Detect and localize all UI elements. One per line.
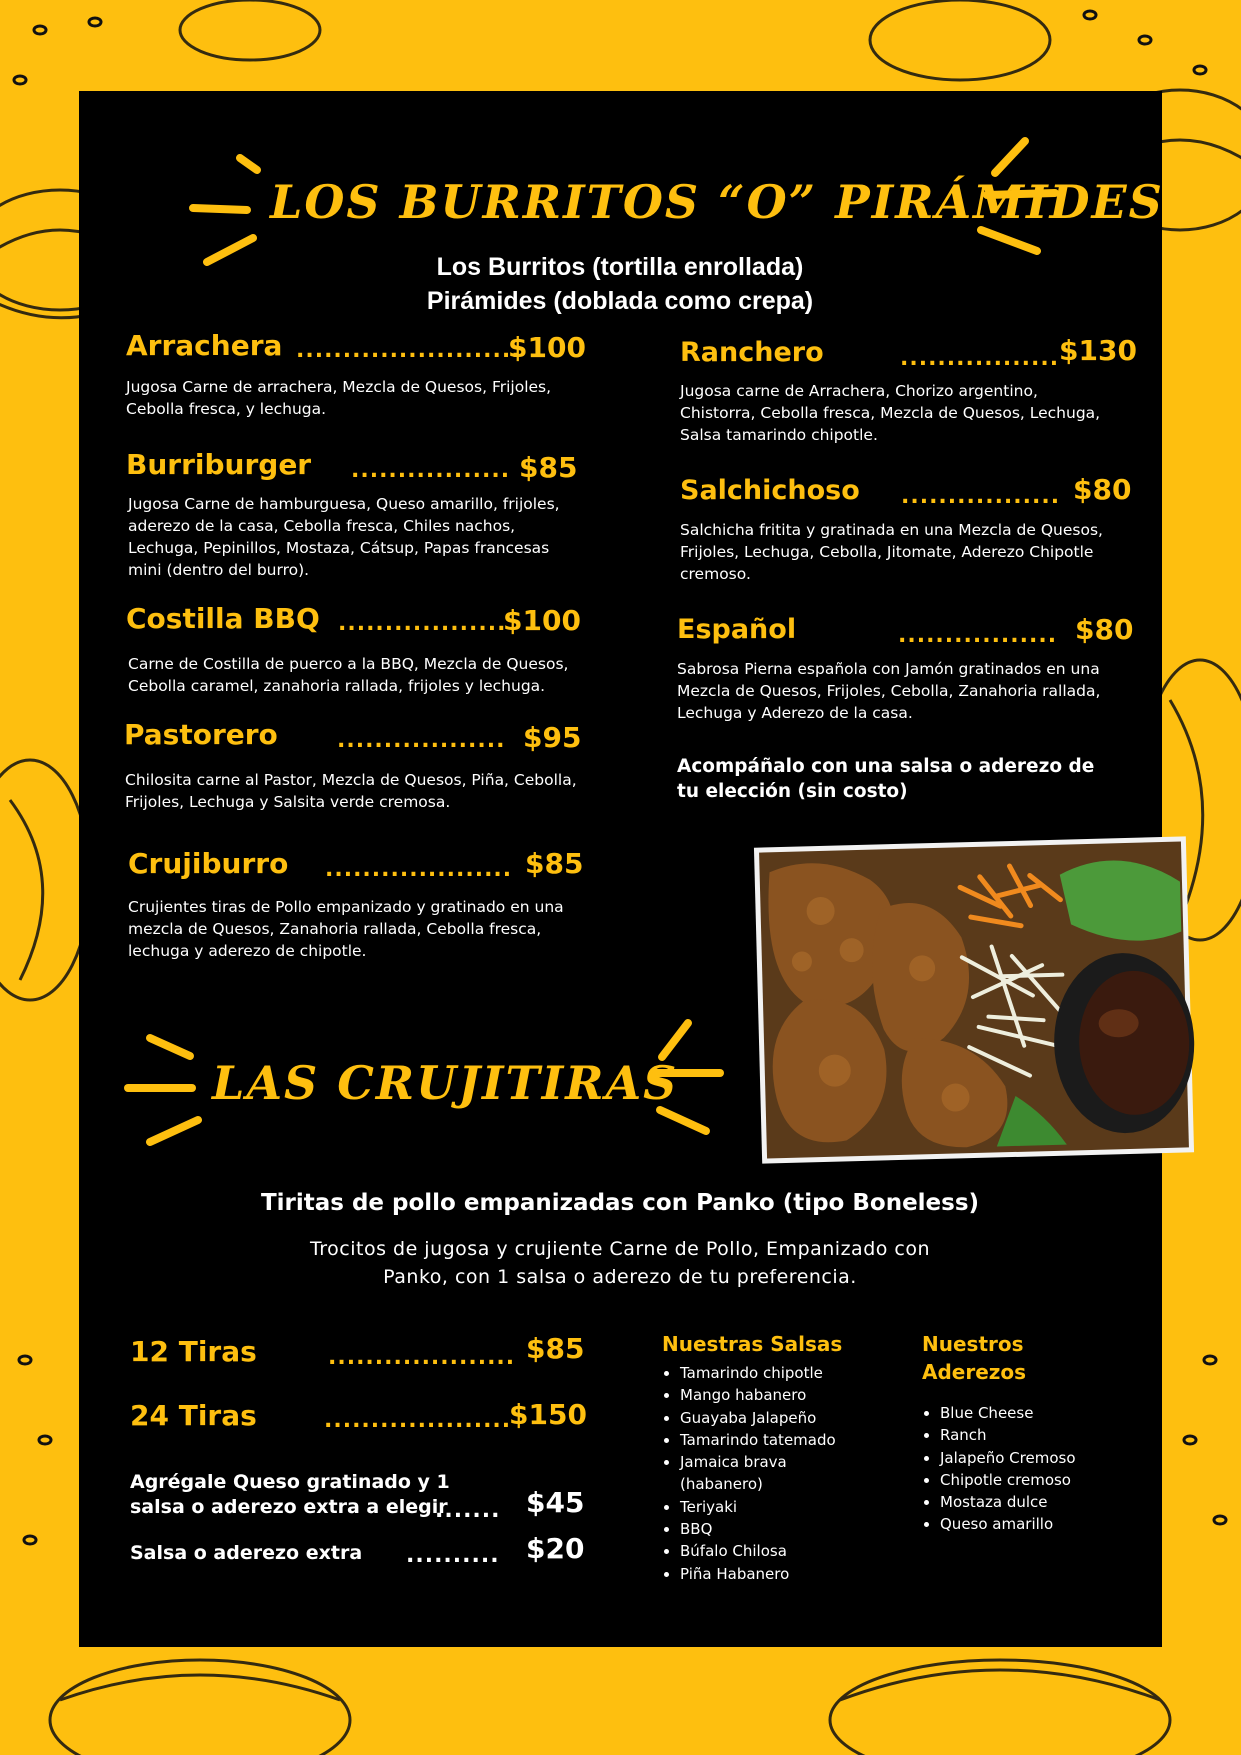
desc-crujiburro: Crujientes tiras de Pollo empanizado y gratinado en una mezcla de Quesos, Zanahoria rallada, Cebolla fresca, lechuga y aderezo de chipotle. xyxy=(128,898,564,960)
salsas-title: Nuestras Salsas xyxy=(662,1332,843,1356)
list-item: • Mango habanero xyxy=(680,1384,892,1406)
leader-dots: ........................ xyxy=(296,338,521,363)
side-note: Acompáñalo con una salsa o aderezo de tu elección (sin costo) xyxy=(677,756,1095,802)
price-salchichoso: $80 xyxy=(1073,473,1132,506)
leader-dots: .......... xyxy=(406,1543,500,1568)
fried-chicken-strips-photo xyxy=(754,836,1194,1163)
leader-dots: ................. xyxy=(898,623,1058,648)
leader-dots: .................... xyxy=(324,1408,512,1433)
list-item: • Teriyaki xyxy=(680,1496,892,1518)
crujitiras-intro: Trocitos de jugosa y crujiente Carne de Pollo, Empanizado con Panko, con 1 salsa o aderezo de tu preferencia. xyxy=(309,1238,931,1288)
list-item: • Guayaba Jalapeño xyxy=(680,1407,892,1429)
leader-dots: ................. xyxy=(900,346,1060,371)
desc-costilla-bbq: Carne de Costilla de puerco a la BBQ, Mezcla de Quesos, Cebolla caramel, zanahoria rallada, frijoles y lechuga. xyxy=(128,655,569,695)
burritos-title: LOS BURRITOS “O” PIRÁMIDES xyxy=(270,175,1164,229)
list-item: • Blue Cheese xyxy=(940,1402,1132,1424)
leader-dots: .................. xyxy=(338,611,507,636)
desc-burriburger: Jugosa Carne de hamburguesa, Queso amarillo, frijoles, aderezo de la casa, Cebolla fresca, Chiles nachos, Lechuga, Pepinillos, Mostaza, Cátsup, Papas francesas mini (dentro del burro). xyxy=(128,495,560,579)
leader-dots: ....... xyxy=(435,1498,501,1523)
price-arrachera: $100 xyxy=(508,331,586,364)
price-crujiburro: $85 xyxy=(525,847,584,880)
burritos-subtitle-1: Los Burritos (tortilla enrollada) xyxy=(436,253,804,281)
title-rays-right-icon xyxy=(650,1015,740,1135)
desc-ranchero: Jugosa carne de Arrachera, Chorizo argentino, Chistorra, Cebolla fresca, Mezcla de Quesos, Lechuga, Salsa tamarindo chipotle. xyxy=(680,382,1101,444)
title-rays-left-icon xyxy=(122,1030,212,1150)
option-name-24-tiras: 24 Tiras xyxy=(130,1399,257,1432)
item-name-ranchero: Ranchero xyxy=(680,337,824,368)
option-name-12-tiras: 12 Tiras xyxy=(130,1335,257,1368)
extra-salsa-label: Salsa o aderezo extra xyxy=(130,1542,363,1564)
desc-arrachera: Jugosa Carne de arrachera, Mezcla de Quesos, Frijoles, Cebolla fresca, y lechuga. xyxy=(126,378,552,418)
item-name-salchichoso: Salchichoso xyxy=(680,475,860,506)
desc-salchichoso: Salchicha fritita y gratinada en una Mezcla de Quesos, Frijoles, Lechuga, Cebolla, Jitomate, Aderezo Chipotle cremoso. xyxy=(680,521,1103,583)
list-item: • Ranch xyxy=(940,1424,1132,1446)
list-item: • Jamaica brava (habanero) xyxy=(680,1451,830,1496)
crujitiras-subtitle: Tiritas de pollo empanizadas con Panko (tipo Boneless) xyxy=(260,1190,980,1216)
item-name-arrachera: Arrachera xyxy=(126,329,283,362)
title-rays-left-icon xyxy=(185,150,265,270)
list-item: • Jalapeño Cremoso xyxy=(940,1447,1132,1469)
leader-dots: .................... xyxy=(328,1345,516,1370)
title-rays-right-icon xyxy=(975,135,1055,255)
item-name-crujiburro: Crujiburro xyxy=(128,847,289,880)
extra-queso-label: Agrégale Queso gratinado y 1 salsa o aderezo extra a elegir xyxy=(130,1471,450,1518)
price-costilla-bbq: $100 xyxy=(503,604,581,637)
crujitiras-title: LAS CRUJITIRAS xyxy=(212,1056,679,1110)
list-item: • Mostaza dulce xyxy=(940,1491,1132,1513)
burritos-subtitle-2: Pirámides (doblada como crepa) xyxy=(426,287,814,315)
item-name-espanol: Español xyxy=(677,614,797,645)
aderezos-title: Nuestros Aderezos xyxy=(922,1332,1027,1384)
price-extra-queso: $45 xyxy=(526,1486,585,1519)
aderezos-items xyxy=(922,1402,1132,1536)
price-extra-salsa: $20 xyxy=(526,1532,585,1565)
list-item: • Queso amarillo xyxy=(940,1513,1132,1535)
price-24-tiras: $150 xyxy=(509,1398,587,1431)
leader-dots: .................... xyxy=(325,857,513,882)
leader-dots: .................. xyxy=(337,728,506,753)
leader-dots: ................. xyxy=(351,458,511,483)
list-item: • BBQ xyxy=(680,1518,892,1540)
price-ranchero: $130 xyxy=(1059,334,1137,367)
salsas-list xyxy=(662,1330,892,1585)
price-burriburger: $85 xyxy=(519,451,578,484)
desc-pastorero: Chilosita carne al Pastor, Mezcla de Quesos, Piña, Cebolla, Frijoles, Lechuga y Salsita verde cremosa. xyxy=(125,771,577,811)
list-item: • Piña Habanero xyxy=(680,1563,892,1585)
aderezos-list xyxy=(922,1330,1132,1536)
price-12-tiras: $85 xyxy=(526,1332,585,1365)
list-item: • Búfalo Chilosa xyxy=(680,1540,892,1562)
price-espanol: $80 xyxy=(1075,613,1134,646)
item-name-burriburger: Burriburger xyxy=(126,448,312,481)
desc-espanol: Sabrosa Pierna española con Jamón gratinados en una Mezcla de Quesos, Frijoles, Cebolla, Zanahoria rallada, Lechuga y Aderezo de la casa. xyxy=(677,660,1101,722)
leader-dots: ................. xyxy=(901,484,1061,509)
price-pastorero: $95 xyxy=(523,721,582,754)
list-item: • Tamarindo chipotle xyxy=(680,1362,892,1384)
list-item: • Tamarindo tatemado xyxy=(680,1429,892,1451)
item-name-pastorero: Pastorero xyxy=(124,718,278,751)
list-item: • Chipotle cremoso xyxy=(940,1469,1132,1491)
item-name-costilla-bbq: Costilla BBQ xyxy=(126,602,320,635)
salsas-items xyxy=(662,1362,892,1585)
